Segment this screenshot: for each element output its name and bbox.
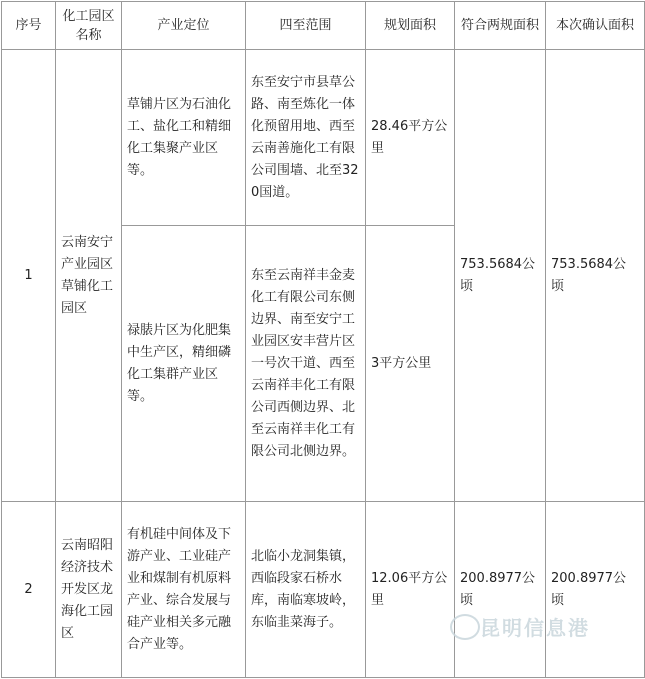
chemical-parks-table [1,1,645,678]
row2-boundary: 北临小龙洞集镇，西临段家石桥水库，南临寒坡岭，东临韭菜海子。 [246,502,366,678]
row1-sub1-positioning: 草铺片区为石油化工、盐化工和精细化工集聚产业区等。 [122,50,246,226]
row2-planned-area: 12.06平方公里 [366,502,455,678]
row2-park-name: 云南昭阳经济技术开发区龙海化工园区 [56,502,122,678]
header-seq: 序号 [2,2,56,50]
row1-sub2-planned-area: 3平方公里 [366,226,455,502]
header-compliant-area: 符合两规面积 [455,2,546,50]
row1-confirmed-area: 753.5684公顷 [546,50,645,502]
header-planned-area: 规划面积 [366,2,455,50]
watermark-logo-icon [450,614,480,640]
header-park-name: 化工园区名称 [56,2,122,50]
table-row [2,50,645,226]
watermark: 昆明信息港 [480,616,590,640]
table-row [2,502,645,678]
row1-park-name: 云南安宁产业园区草铺化工园区 [56,50,122,502]
header-row [2,2,645,50]
row1-sub1-boundary: 东至安宁市县草公路、南至炼化一体化预留用地、西至云南善施化工有限公司围墙、北至320国道。 [246,50,366,226]
row1-sub2-boundary: 东至云南祥丰金麦化工有限公司东侧边界、南至安宁工业园区安丰营片区一号次干道、西至云南祥丰化工有限公司西侧边界、北至云南祥丰化工有限公司北侧边界。 [246,226,366,502]
row1-sub2-positioning: 禄脿片区为化肥集中生产区，精细磷化工集群产业区等。 [122,226,246,502]
row1-sub1-planned-area: 28.46平方公里 [366,50,455,226]
row2-seq: 2 [2,502,56,678]
row2-confirmed-area: 200.8977公顷 [546,502,645,678]
row1-compliant-area: 753.5684公顷 [455,50,546,502]
header-positioning: 产业定位 [122,2,246,50]
header-confirmed-area: 本次确认面积 [546,2,645,50]
row1-seq: 1 [2,50,56,502]
row2-positioning: 有机硅中间体及下游产业、工业硅产业和煤制有机原料产业、综合发展与硅产业相关多元融合产业等。 [122,502,246,678]
header-boundary: 四至范围 [246,2,366,50]
row2-compliant-area: 200.8977公顷 [455,502,546,678]
